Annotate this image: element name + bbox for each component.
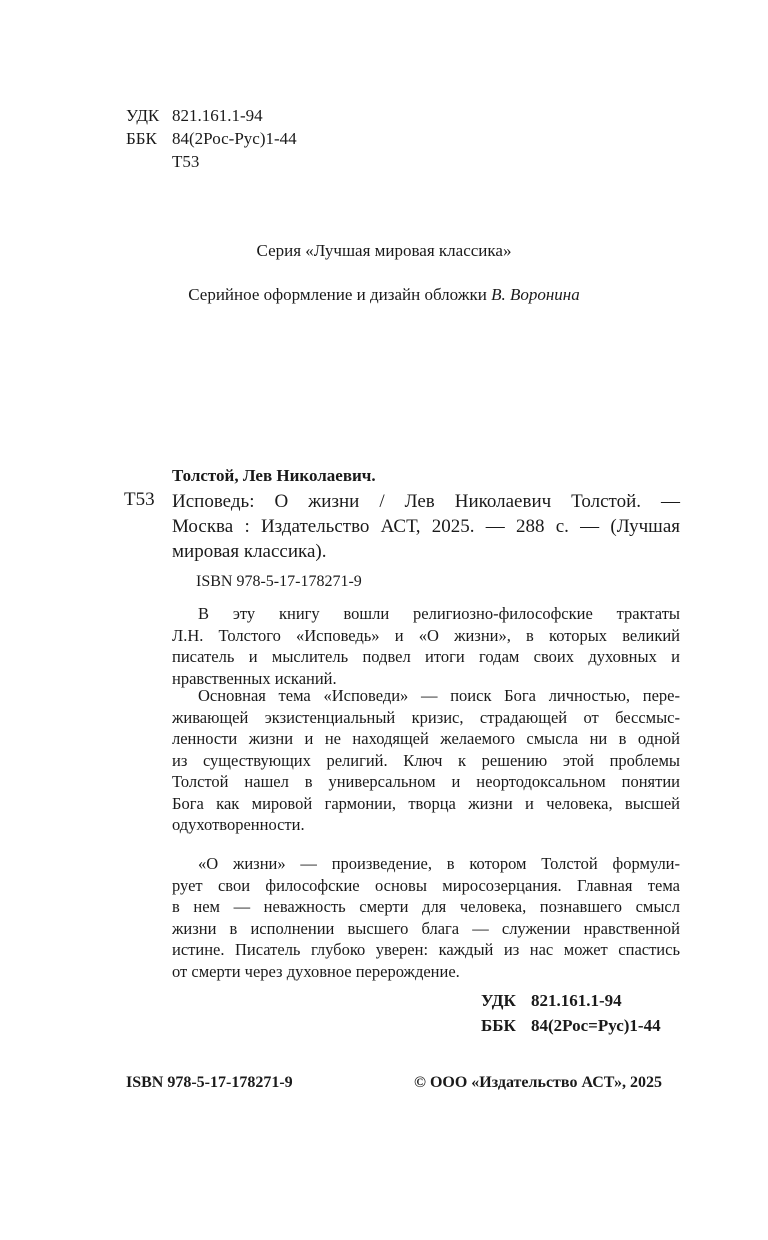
- bbk-label: ББК: [126, 129, 157, 148]
- udk-label: УДК: [481, 991, 516, 1010]
- cutter-code: Т53: [172, 152, 200, 171]
- author-heading: Толстой, Лев Николаевич.: [172, 466, 376, 485]
- udk-row: [126, 104, 297, 127]
- annotation-line: от смерти через духовное перерождение.: [172, 961, 460, 981]
- classification-codes-top: [126, 104, 297, 173]
- annotation-line: писатель и мыслитель подвел итоги годам своих духовных и: [172, 647, 680, 666]
- copyright-notice: © ООО «Издательство АСТ», 2025: [414, 1074, 663, 1091]
- bibliographic-description: [172, 489, 680, 564]
- annotation-line: жизни в исполнении высшего блага — служении нравственной: [172, 918, 680, 938]
- cutter-row: [126, 150, 297, 173]
- bbk-value: 84(2Рос-Рус)1-44: [172, 129, 297, 148]
- bbk-row: [126, 127, 297, 150]
- design-credit: [0, 285, 768, 305]
- annotation-paragraph-2: [172, 685, 680, 836]
- annotation-line: живающей экзистенциальный кризис, страдающей от бессмыс-: [172, 707, 680, 727]
- annotation-paragraph-3: [172, 853, 680, 982]
- isbn-main: ISBN 978-5-17-178271-9: [196, 573, 362, 590]
- cutter-mark: Т53: [124, 489, 155, 510]
- udk-value: 821.161.1-94: [531, 991, 622, 1010]
- classification-codes-bottom: [481, 988, 661, 1038]
- bbk-label: ББК: [481, 1016, 516, 1035]
- annotation-line: Л.Н. Толстого «Исповедь» и «О жизни», в которых великий: [172, 625, 680, 645]
- bbk-value: 84(2Рос=Рус)1-44: [531, 1016, 661, 1035]
- udk-row: [481, 988, 661, 1013]
- annotation-line: «О жизни» — произведение, в котором Толстой формули-: [198, 854, 680, 873]
- annotation-line: истине. Писатель глубоко уверен: каждый из нас может спастись: [172, 940, 680, 959]
- designer-name: В. Воронина: [491, 285, 580, 304]
- annotation-paragraph-1: [172, 603, 680, 689]
- biblio-line: мировая классика).: [172, 541, 327, 562]
- biblio-line: Исповедь: О жизни / Лев Николаевич Толстой. —: [172, 491, 680, 512]
- bbk-row: [481, 1013, 661, 1038]
- annotation-line: в нем — неважность смерти для человека, познавшего смысл: [172, 897, 680, 916]
- biblio-line: Москва : Издательство АСТ, 2025. — 288 с. — (Лучшая: [172, 516, 680, 537]
- isbn-bottom: ISBN 978-5-17-178271-9: [126, 1074, 293, 1091]
- design-credit-text: Серийное оформление и дизайн обложки: [188, 285, 492, 304]
- annotation-line: ленности жизни и не находящей желаемого смысла ни в одной: [172, 729, 680, 748]
- annotation-line: В эту книгу вошли религиозно-философские трактаты: [198, 604, 680, 623]
- series-line: Серия «Лучшая мировая классика»: [256, 241, 512, 260]
- udk-value: 821.161.1-94: [172, 106, 263, 125]
- annotation-line: Бога как мировой гармонии, творца жизни и человека, высшей: [172, 793, 680, 813]
- annotation-line: нравственных исканий.: [172, 668, 337, 688]
- annotation-line: Толстой нашел в универсальном и неортодоксальном понятии: [172, 772, 680, 791]
- annotation-line: рует свои философские основы миросозерцания. Главная тема: [172, 875, 680, 895]
- annotation-line: одухотворенности.: [172, 815, 305, 834]
- annotation-line: из существующих религий. Ключ к решению этой проблемы: [172, 750, 680, 770]
- annotation-line: Основная тема «Исповеди» — поиск Бога личностью, пере-: [198, 686, 680, 705]
- udk-label: УДК: [126, 106, 160, 125]
